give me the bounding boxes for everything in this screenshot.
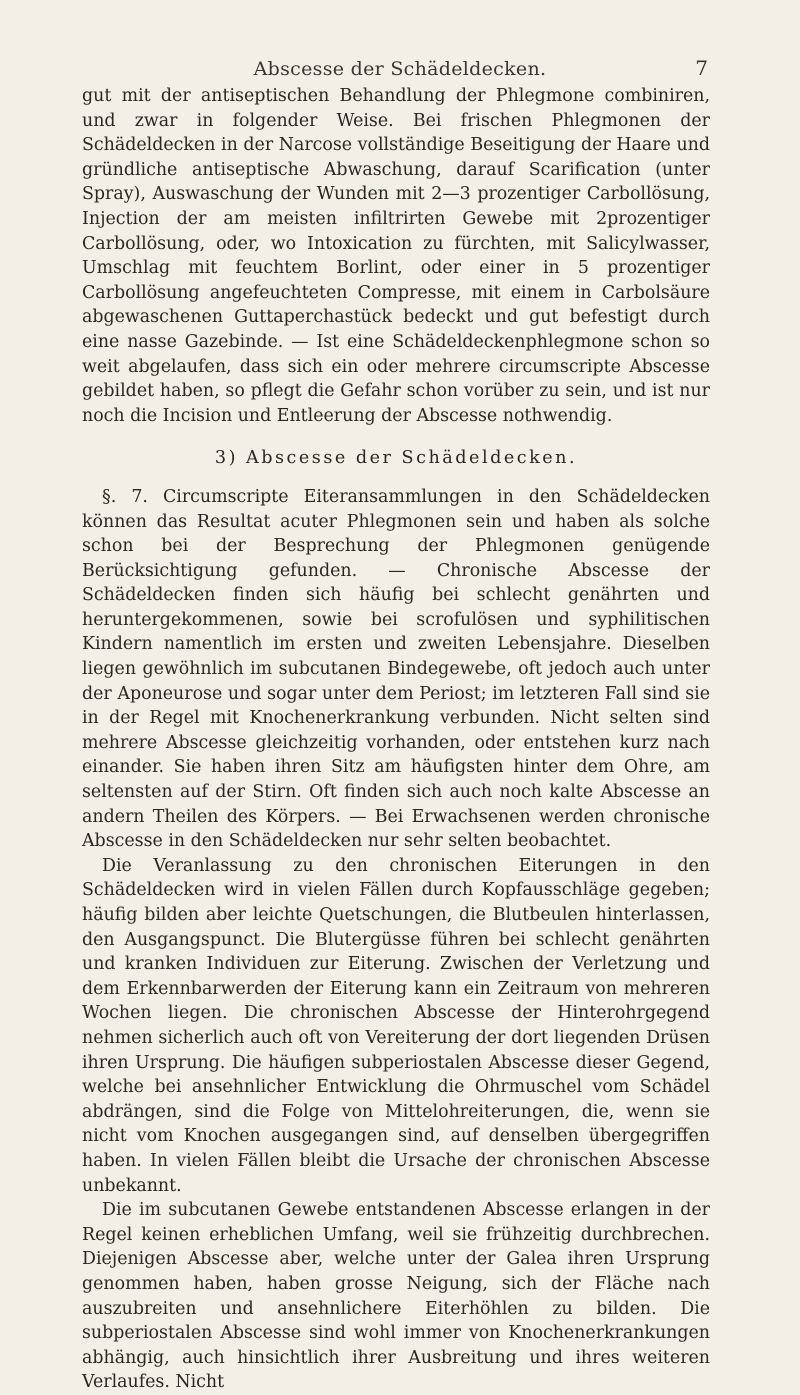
body-text [82,84,710,1395]
page-number: 7 [695,56,708,80]
paragraph-section-7: §. 7. Circumscripte Eiteransammlungen in den Schädeldecken können das Resultat acuter Phlegmonen sein und haben als solche schon bei der Besprechung der Phlegmonen genügende Berücksichtigung gefunden. — Chronische Abscesse der Schädeldecken finden sich häufig bei schlecht genährten und heruntergekommenen, sowie bei scrofulösen und syphilitischen Kindern namentlich im ersten und zweiten Lebensjahre. Dieselben liegen gewöhnlich im subcutanen Bindegewebe, oft jedoch auch unter der Aponeurose und sogar unter dem Periost; im letzteren Fall sind sie in der Regel mit Knochenerkrankung verbunden. Nicht selten sind mehrere Abscesse gleichzeitig vorhanden, oder entstehen kurz nach einander. Sie haben ihren Sitz am häufigsten hinter dem Ohre, am seltensten auf der Stirn. Oft finden sich auch noch kalte Abscesse an andern Theilen des Körpers. — Bei Erwachsenen werden chronische Abscesse in den Schädeldecken nur sehr selten beobachtet. [82,486,710,852]
paragraph-continuation: gut mit der antiseptischen Behandlung der Phlegmone combiniren, und zwar in folgender Weise. Bei frischen Phlegmonen der Schädeldecken in der Narcose vollständige Beseitigung der Haare und gründliche antiseptische Abwaschung, darauf Scarification (unter Spray), Auswaschung der Wunden mit 2—3 prozentiger Carbollösung, Injection der am meisten infiltrirten Gewebe mit 2prozentiger Carbollösung, oder, wo Intoxication zu fürchten, mit Salicylwasser, Umschlag mit feuchtem Borlint, oder einer in 5 prozentiger Carbollösung angefeuchteten Compresse, mit einem in Carbolsäure abgewaschenen Guttaperchastück bedeckt und gut befestigt durch eine nasse Gazebinde. — Ist eine Schädeldeckenphlegmone schon so weit abgelaufen, dass sich ein oder mehrere circumscripte Abscesse gebildet haben, so pflegt die Gefahr schon vorüber zu sein, und ist nur noch die Incision und Entleerung der Abscesse nothwendig. [82,86,710,426]
paragraph-extent: Die im subcutanen Gewebe entstandenen Abscesse erlangen in der Regel keinen erheblichen Umfang, weil sie frühzeitig durchbrechen. Diejenigen Abscesse aber, welche unter der Galea ihren Ursprung genommen haben, haben grosse Neigung, sich der Fläche nach auszubreiten und ansehnlichere Eiterhöhlen zu bilden. Die subperiostalen Abscesse sind wohl immer von Knochenerkrankungen abhängig, auch hinsichtlich ihrer Ausbreitung und ihres weiteren Verlaufes. Nicht [82,1200,710,1393]
section-heading: 3) Abscesse der Schädeldecken. [214,448,578,469]
running-title: Abscesse der Schädeldecken. [253,58,547,80]
paragraph-causes: Die Veranlassung zu den chronischen Eiterungen in den Schädeldecken wird in vielen Fällen durch Kopfausschläge gegeben; häufig bilden aber leichte Quetschungen, die Blutbeulen hinterlassen, den Ausgangspunct. Die Blutergüsse führen bei schlecht genährten und kranken Individuen zur Eiterung. Zwischen der Verletzung und dem Erkennbarwerden der Eiterung kann ein Zeitraum von mehreren Wochen liegen. Die chronischen Abscesse der Hinterohrgegend nehmen sicherlich auch oft von Vereiterung der dort liegenden Drüsen ihren Ursprung. Die häufigen subperiostalen Abscesse dieser Gegend, welche bei ansehnlicher Entwicklung die Ohrmuschel vom Schädel abdrängen, sind die Folge von Mittelohreiterungen, die, wenn sie nicht vom Knochen ausgegangen sind, auf denselben übergegriffen haben. In vielen Fällen bleibt die Ursache der chronischen Abscesse unbekannt. [82,855,710,1196]
